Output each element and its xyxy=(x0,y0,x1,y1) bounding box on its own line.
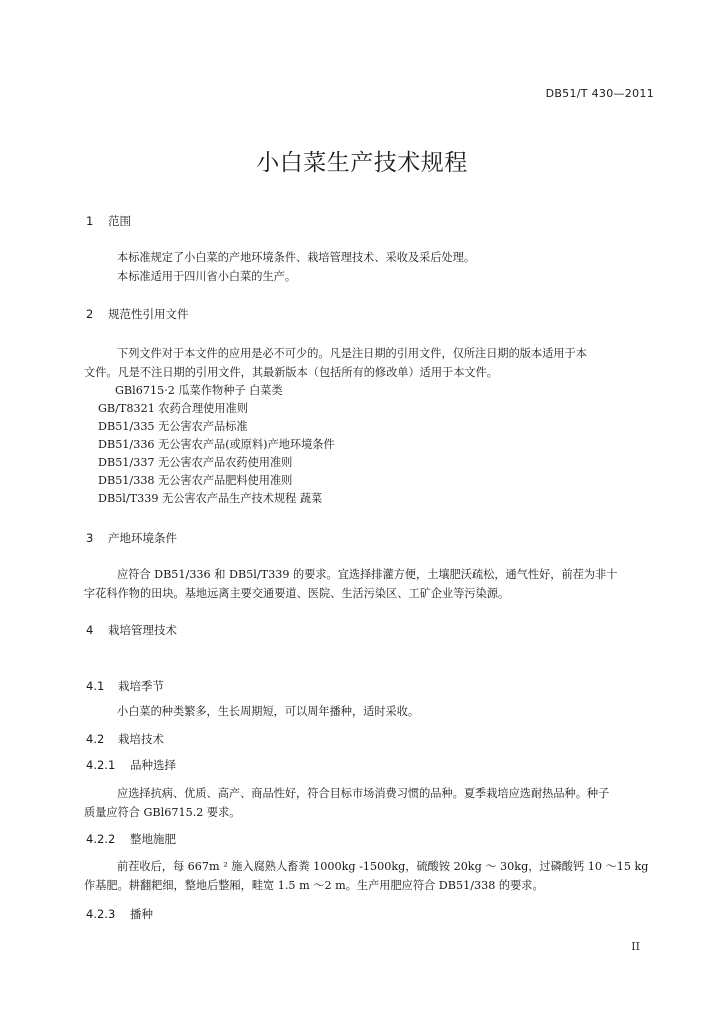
reference-item: DB51/337 无公害农产品农药使用准则 xyxy=(98,456,293,469)
document-code: DB51/T 430—2011 xyxy=(545,87,654,100)
section-4-2-1-line: 质量应符合 GBl6715.2 要求。 xyxy=(84,806,241,819)
section-4-1-heading xyxy=(86,678,164,694)
reference-item: DB51/336 无公害农产品(或原料)产地环境条件 xyxy=(98,438,335,451)
section-3-line: 字花科作物的田块。基地远离主要交通要道、医院、生活污染区、工矿企业等污染源。 xyxy=(84,587,510,600)
section-1-line: 本标准规定了小白菜的产地环境条件、栽培管理技术、采收及采后处理。 xyxy=(117,251,476,264)
section-number: 2 xyxy=(86,307,94,321)
section-number: 3 xyxy=(86,531,94,545)
section-number: 4 xyxy=(86,623,94,637)
section-2-intro-line: 文件。凡是不注日期的引用文件，其最新版本（包括所有的修改单）适用于本文件。 xyxy=(84,366,498,379)
section-title: 规范性引用文件 xyxy=(108,307,189,321)
section-title: 整地施肥 xyxy=(130,832,176,846)
section-title: 栽培季节 xyxy=(118,679,164,693)
reference-item: GB/T8321 农药合理使用准则 xyxy=(98,402,248,415)
document-title: 小白菜生产技术规程 xyxy=(256,150,468,176)
reference-item: DB51/335 无公害农产品标准 xyxy=(98,420,248,433)
section-4-heading xyxy=(86,622,177,638)
section-number: 4.2.1 xyxy=(86,758,116,772)
page-number: II xyxy=(631,940,640,953)
section-number: 4.1 xyxy=(86,679,105,693)
section-4-2-1-heading xyxy=(86,757,176,773)
reference-item: DB51/338 无公害农产品肥料使用准则 xyxy=(98,474,293,487)
section-1-line: 本标准适用于四川省小白菜的生产。 xyxy=(117,270,297,283)
section-2-heading xyxy=(86,306,189,322)
section-4-2-heading xyxy=(86,731,164,747)
section-number: 4.2.2 xyxy=(86,832,116,846)
section-4-1-text: 小白菜的种类繁多，生长周期短，可以周年播种，适时采收。 xyxy=(117,705,420,718)
section-title: 产地环境条件 xyxy=(108,531,177,545)
section-4-2-1-line: 应选择抗病、优质、高产、商品性好，符合目标市场消费习惯的品种。夏季栽培应选耐热品种。种子 xyxy=(117,787,610,800)
section-number: 4.2 xyxy=(86,732,105,746)
section-1-heading xyxy=(86,213,131,229)
section-4-2-3-heading xyxy=(86,906,153,922)
section-title: 范围 xyxy=(108,214,131,228)
section-3-line: 应符合 DB51/336 和 DB5l/T339 的要求。宜选择排灌方便，土壤肥沃疏松，通气性好，前茬为非十 xyxy=(117,568,618,581)
reference-item: DB5l/T339 无公害农产品生产技术规程 蔬菜 xyxy=(98,492,323,505)
section-4-2-2-heading xyxy=(86,831,176,847)
section-title: 栽培技术 xyxy=(118,732,164,746)
section-3-heading xyxy=(86,530,177,546)
section-4-2-2-line: 作基肥。耕翻耙细，整地后整厢，畦宽 1.5 m ～2 m。生产用肥应符合 DB51/338 的要求。 xyxy=(84,879,544,892)
section-2-intro-line: 下列文件对于本文件的应用是必不可少的。凡是注日期的引用文件，仅所注日期的版本适用于本 xyxy=(117,347,587,360)
section-title: 栽培管理技术 xyxy=(108,623,177,637)
section-title: 品种选择 xyxy=(130,758,176,772)
section-number: 1 xyxy=(86,214,94,228)
section-4-2-2-line: 前茬收后，每 667m ² 施入腐熟人畜粪 1000kg -1500kg，硫酸铵 20kg ～ 30kg，过磷酸钙 10 ～15 kg xyxy=(117,860,649,873)
reference-item: GBl6715·2 瓜菜作物种子 白菜类 xyxy=(115,384,283,397)
section-number: 4.2.3 xyxy=(86,907,116,921)
section-title: 播种 xyxy=(130,907,153,921)
